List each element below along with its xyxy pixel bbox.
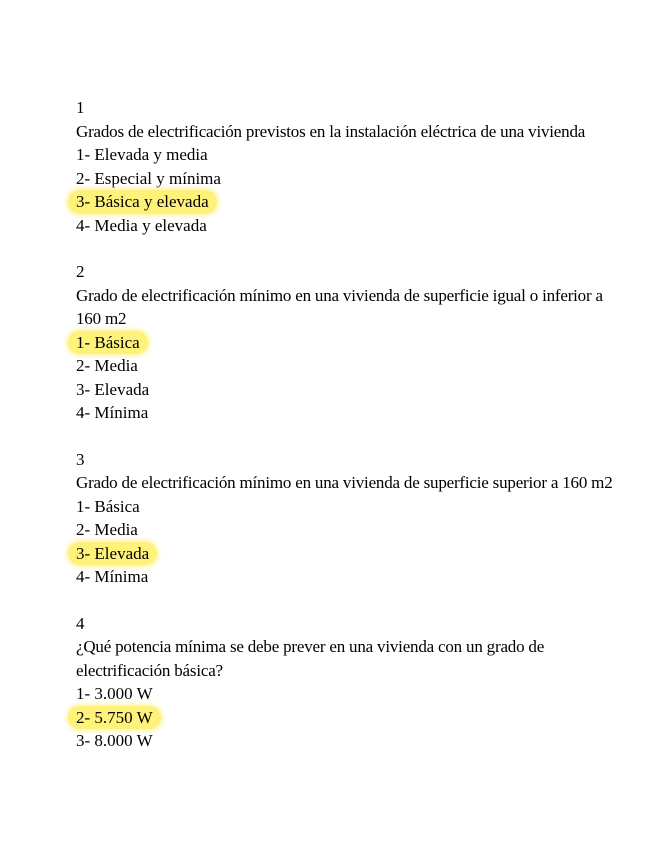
option-text: 4- Mínima bbox=[76, 567, 149, 586]
answer-option bbox=[76, 354, 616, 378]
question-2 bbox=[76, 260, 616, 425]
answer-option bbox=[76, 729, 616, 753]
answer-option bbox=[76, 143, 616, 167]
question-number: 3 bbox=[76, 449, 85, 469]
answer-option bbox=[76, 401, 616, 425]
question-number: 1 bbox=[76, 98, 85, 117]
quiz-document bbox=[76, 96, 616, 776]
option-text: 2- Media bbox=[76, 356, 138, 375]
option-text: 3- 8.000 W bbox=[76, 731, 153, 750]
option-text: 2- Especial y mínima bbox=[76, 168, 221, 188]
highlighted-answer: 3- Elevada bbox=[68, 542, 157, 566]
option-text: 3- Elevada bbox=[76, 379, 150, 399]
answer-option bbox=[76, 495, 616, 519]
highlighted-answer: 1- Básica bbox=[68, 331, 148, 355]
question-4 bbox=[76, 612, 616, 753]
option-text: 2- Media bbox=[76, 520, 138, 539]
question-number: 2 bbox=[76, 262, 85, 281]
answer-option bbox=[76, 565, 616, 589]
question-1 bbox=[76, 96, 616, 237]
option-text: 4- Mínima bbox=[76, 403, 149, 422]
answer-option-highlighted bbox=[76, 542, 616, 566]
answer-option-highlighted bbox=[76, 331, 616, 355]
answer-option bbox=[76, 378, 616, 402]
answer-option bbox=[76, 167, 616, 191]
option-text: 1- 3.000 W bbox=[76, 684, 153, 703]
answer-option-highlighted bbox=[76, 706, 616, 730]
highlighted-answer: 2- 5.750 W bbox=[68, 706, 161, 730]
answer-option bbox=[76, 214, 616, 238]
question-number: 4 bbox=[76, 613, 85, 633]
option-text: 1- Elevada y media bbox=[76, 145, 208, 164]
option-text: 4- Media y elevada bbox=[76, 215, 207, 235]
question-text: Grados de electrificación previstos en la instalación eléctrica de una vivienda bbox=[76, 121, 586, 141]
answer-option bbox=[76, 518, 616, 542]
question-text: Grado de electrificación mínimo en una vivienda de superficie igual o inferior a 160 m2 bbox=[76, 285, 603, 328]
answer-option bbox=[76, 682, 616, 706]
question-3 bbox=[76, 448, 616, 589]
answer-option-highlighted bbox=[76, 190, 616, 214]
option-text: 1- Básica bbox=[76, 496, 140, 516]
question-text: ¿Qué potencia mínima se debe prever en una vivienda con un grado de electrificación básica? bbox=[76, 637, 545, 680]
question-text: Grado de electrificación mínimo en una vivienda de superficie superior a 160 m2 bbox=[76, 473, 613, 492]
highlighted-answer: 3- Básica y elevada bbox=[68, 190, 217, 214]
